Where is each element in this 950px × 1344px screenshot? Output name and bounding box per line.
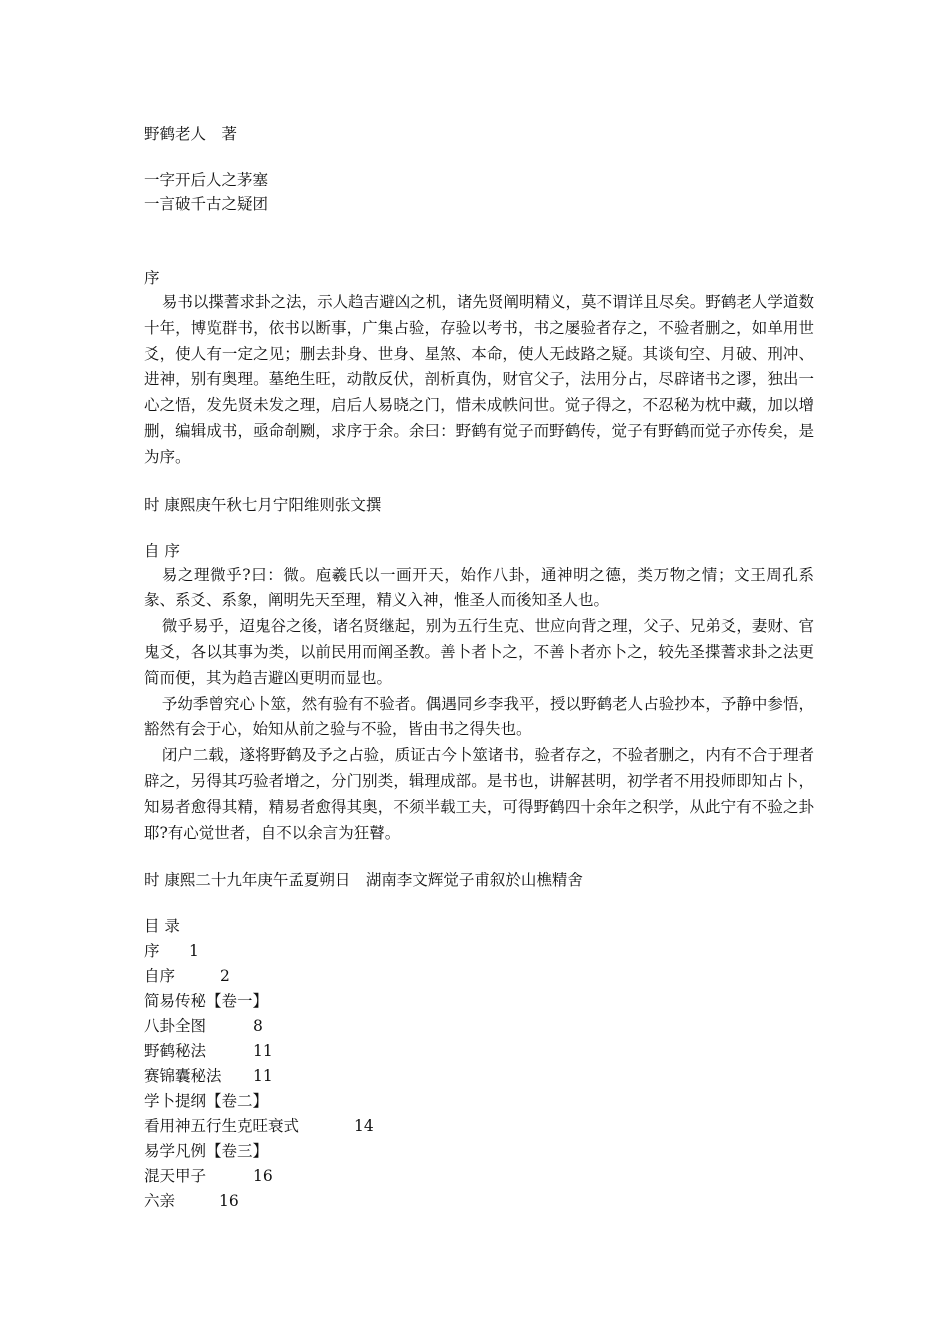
toc-item[interactable] — [144, 1089, 814, 1114]
self-preface-paragraph: 闭户二载，遂将野鹤及予之占验，质证古今卜筮诸书，验者存之，不验者删之，内有不合于理者辟之，另得其巧验者增之，分门别类，辑理成部。是书也，讲解甚明，初学者不用投师即知占卜，知易者愈得其精，精易者愈得其奥，不须半载工夫，可得野鹤四十余年之积学，从此宁有不验之卦耶?有心觉世者，自不以余言为狂瞽。 — [144, 746, 814, 842]
self-preface-section — [144, 539, 814, 847]
toc-item[interactable] — [144, 989, 814, 1014]
toc-item-name: 易学凡例【卷三】 — [144, 1142, 269, 1161]
preface-heading: 序 — [144, 269, 160, 287]
toc-item-page: 8 — [253, 1017, 263, 1036]
toc-item[interactable] — [144, 1139, 814, 1164]
toc-item-page: 16 — [219, 1192, 239, 1211]
toc-item-name: 序 — [144, 942, 160, 961]
toc-item-name: 野鹤秘法 — [144, 1042, 207, 1061]
toc-item-name: 赛锦囊秘法 — [144, 1067, 222, 1086]
toc-item-name: 简易传秘【卷一】 — [144, 992, 269, 1011]
motto-block — [144, 168, 814, 216]
self-preface-paragraph: 予幼季曾究心卜筮，然有验有不验者。偶遇同乡李我平，授以野鹤老人占验抄本，予静中参悟，豁然有会于心，始知从前之验与不验，皆由书之得失也。 — [144, 694, 814, 739]
toc-item[interactable] — [144, 939, 814, 964]
motto-line: 一言破千古之疑团 — [144, 195, 269, 213]
table-of-contents — [144, 914, 814, 1214]
toc-item-page: 14 — [354, 1117, 374, 1136]
toc-item-name: 学卜提纲【卷二】 — [144, 1092, 269, 1111]
preface-signature — [144, 493, 814, 517]
self-preface-signature-text: 时 康熙二十九年庚午孟夏朔日 湖南李文辉觉子甫叙於山樵精舍 — [144, 871, 583, 890]
toc-item-page: 16 — [253, 1167, 273, 1186]
toc-item-page: 2 — [220, 967, 230, 986]
toc-item[interactable] — [144, 1164, 814, 1189]
toc-item[interactable] — [144, 1064, 814, 1089]
preface-paragraph: 易书以揲蓍求卦之法，示人趋吉避凶之机，诸先贤阐明精义，莫不谓详且尽矣。野鹤老人学道数十年，博览群书，依书以断事，广集占验，存验以考书，书之屡验者存之，不验者删之，如单用世爻，使人有一定之见；删去卦身、世身、星煞、本命，使人无歧路之疑。其谈旬空、月破、刑冲、进神，别有奥理。墓绝生旺，动散反伏，剖析真伪，财官父子，法用分占，尽辟诸书之谬，独出一心之悟，发先贤未发之理，启后人易晓之门，惜未成帙问世。觉子得之，不忍秘为枕中藏，加以增删，编辑成书，亟命剞劂，求序于余。余曰：野鹤有觉子而野鹤传，觉子有野鹤而觉子亦传矣，是为序。 — [144, 293, 814, 466]
toc-item[interactable] — [144, 1039, 814, 1064]
toc-item-page: 1 — [189, 942, 199, 961]
toc-item[interactable] — [144, 1189, 814, 1214]
self-preface-heading: 自 序 — [144, 541, 180, 560]
toc-item-name: 混天甲子 — [144, 1167, 207, 1186]
toc-heading: 目 录 — [144, 917, 180, 936]
toc-item-page: 11 — [253, 1067, 273, 1086]
author-line: 野鹤老人 著 — [144, 125, 238, 143]
toc-item-name: 看用神五行生克旺衰式 — [144, 1117, 300, 1136]
motto-line: 一字开后人之茅塞 — [144, 171, 269, 189]
self-preface-signature — [144, 868, 814, 892]
toc-item-name: 八卦全图 — [144, 1017, 207, 1036]
preface-signature-text: 时 康熙庚午秋七月宁阳维则张文撰 — [144, 495, 382, 514]
toc-item-page: 11 — [253, 1042, 273, 1061]
toc-item-name: 自序 — [144, 967, 176, 986]
self-preface-paragraph: 微乎易乎，迢鬼谷之後，诸名贤继起，别为五行生克、世应向背之理，父子、兄弟爻，妻财、官鬼爻，各以其事为类，以前民用而阐圣教。善卜者卜之，不善卜者亦卜之，较先圣揲蓍求卦之法更简而便，其为趋吉避凶更明而显也。 — [144, 617, 814, 687]
preface-section — [144, 266, 814, 471]
toc-item-name: 六亲 — [144, 1192, 176, 1211]
toc-item[interactable] — [144, 1114, 814, 1139]
self-preface-paragraph: 易之理微乎?曰：微。庖羲氏以一画开天，始作八卦，通神明之德，类万物之情；文王周孔系彖、系爻、系象，阐明先天至理，精义入神，惟圣人而後知圣人也。 — [144, 565, 814, 610]
toc-item[interactable] — [144, 1014, 814, 1039]
toc-item[interactable] — [144, 964, 814, 989]
